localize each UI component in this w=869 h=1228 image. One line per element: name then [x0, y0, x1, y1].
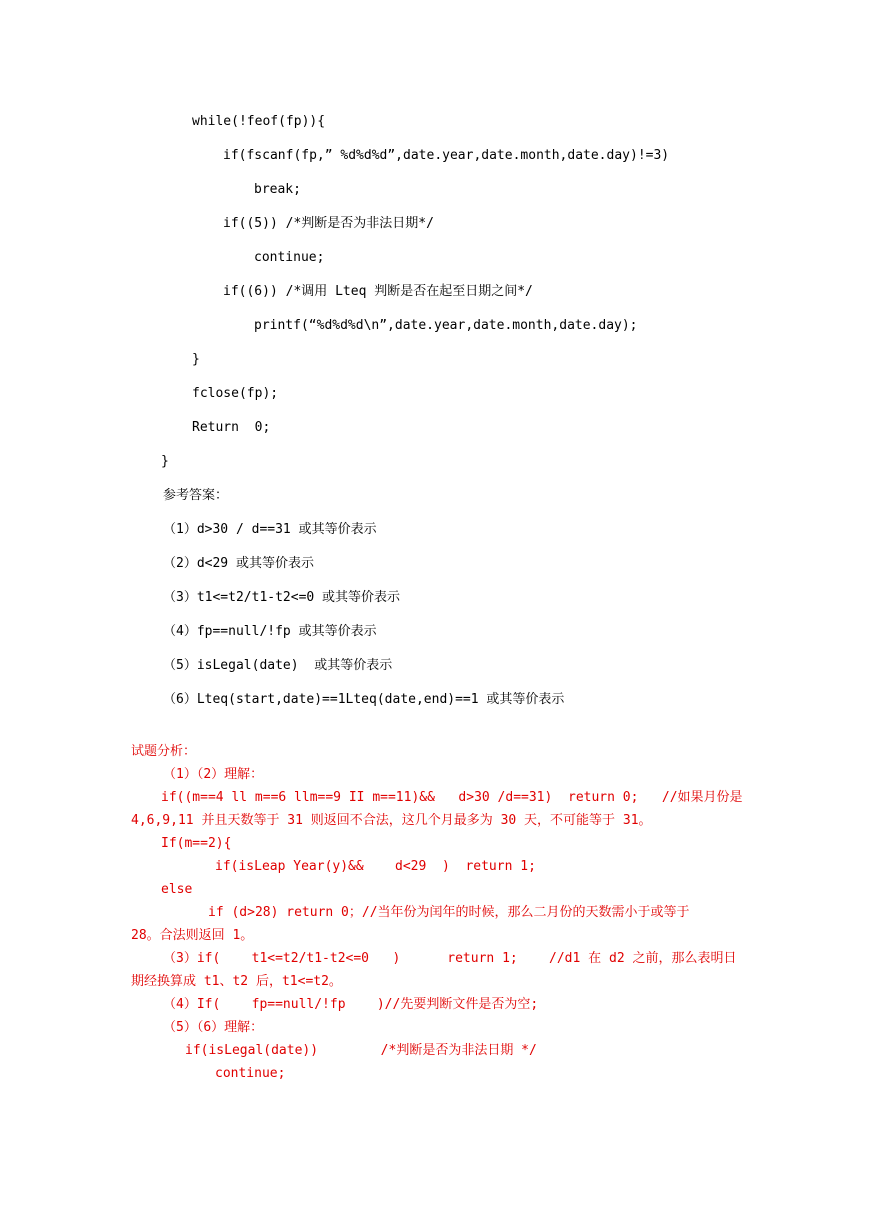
code-line: printf(“%d%d%d\n”,date.year,date.month,date.day);: [254, 318, 638, 333]
analysis-line: （3）if( t1<=t2/t1-t2<=0 ) return 1; //d1 在 d2 之前，那么表明日: [163, 951, 737, 966]
answers-heading: 参考答案：: [163, 488, 229, 503]
code-line: }: [192, 352, 200, 367]
code-line: }: [161, 454, 169, 469]
analysis-line: if (d>28) return 0；//当年份为闰年的时候，那么二月份的天数需小于或等于: [208, 905, 690, 920]
code-line: if((5)) /*判断是否为非法日期*/: [223, 216, 434, 231]
code-line: Return 0;: [192, 420, 271, 435]
answer-item: （1）d>30 / d==31 或其等价表示: [163, 522, 377, 537]
code-line: break;: [254, 182, 301, 197]
answer-item: （2）d<29 或其等价表示: [163, 556, 314, 571]
analysis-heading: 试题分析：: [131, 744, 197, 759]
code-line: fclose(fp);: [192, 386, 279, 401]
analysis-line: （1）（2）理解：: [163, 767, 264, 782]
analysis-line: 期经换算成 t1、t2 后，t1<=t2。: [131, 974, 342, 989]
analysis-line: If(m==2){: [161, 836, 232, 851]
answer-item: （6）Lteq(start,date)==1Lteq(date,end)==1 或其等价表示: [163, 692, 565, 707]
analysis-line: else: [161, 882, 193, 897]
analysis-line: if(isLegal(date)) /*判断是否为非法日期 */: [185, 1043, 537, 1058]
answer-item: （4）fp==null/!fp 或其等价表示: [163, 624, 377, 639]
analysis-line: 28。合法则返回 1。: [131, 928, 254, 943]
code-line: if(fscanf(fp,” %d%d%d”,date.year,date.month,date.day)!=3): [223, 148, 670, 163]
code-line: if((6)) /*调用 Lteq 判断是否在起至日期之间*/: [223, 284, 533, 299]
code-line: continue;: [254, 250, 325, 265]
code-line: while(!feof(fp)){: [192, 114, 326, 129]
analysis-line: if(isLeap Year(y)&& d<29 ) return 1;: [215, 859, 536, 874]
analysis-line: （5）（6）理解：: [163, 1020, 264, 1035]
answer-item: （5）isLegal(date) 或其等价表示: [163, 658, 393, 673]
answer-item: （3）t1<=t2/t1-t2<=0 或其等价表示: [163, 590, 401, 605]
analysis-line: if((m==4 ll m==6 llm==9 II m==11)&& d>30 /d==31) return 0; //如果月份是: [161, 790, 743, 805]
analysis-line: （4）If( fp==null/!fp )//先要判断文件是否为空;: [163, 997, 539, 1012]
analysis-line: continue;: [215, 1066, 286, 1081]
analysis-line: 4,6,9,11 并且天数等于 31 则返回不合法，这几个月最多为 30 天，不可能等于 31。: [131, 813, 652, 828]
